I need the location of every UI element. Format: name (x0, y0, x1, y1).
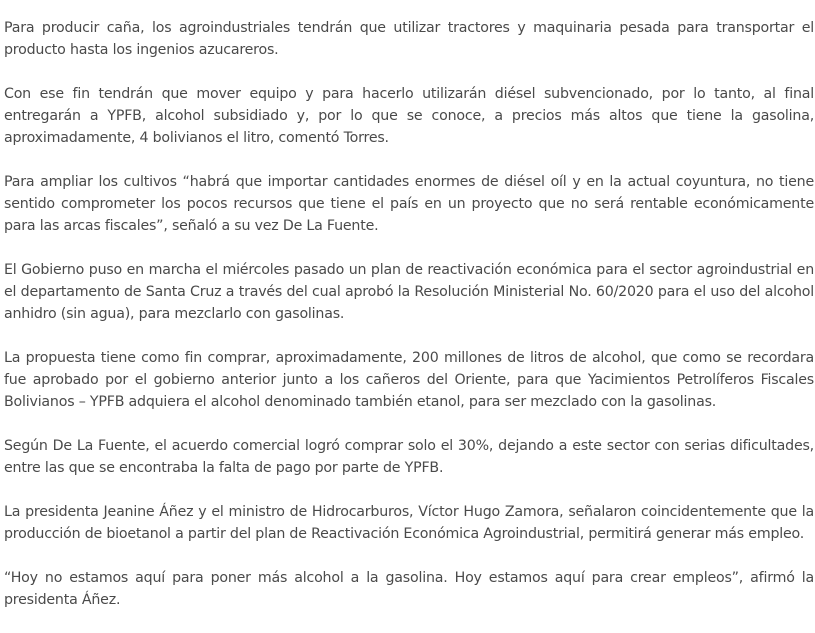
paragraph-8: “Hoy no estamos aquí para poner más alcohol a la gasolina. Hoy estamos aquí para crear empleos”, afirmó la presidenta Áñez. (4, 570, 814, 608)
paragraph-6: Según De La Fuente, el acuerdo comercial logró comprar solo el 30%, dejando a este sector con serias dificultades, entre las que se encontraba la falta de pago por parte de YPFB. (4, 438, 814, 476)
paragraph-3: Para ampliar los cultivos “habrá que importar cantidades enormes de diésel oíl y en la actual coyuntura, no tiene sentido comprometer los pocos recursos que tiene el país en un proyecto que no será rentable económicamente para las arcas fiscales”, señaló a su vez De La Fuente. (4, 174, 814, 234)
paragraph-7: La presidenta Jeanine Áñez y el ministro de Hidrocarburos, Víctor Hugo Zamora, señalaron coincidentemente que la producción de bioetanol a partir del plan de Reactivación Económica Agroindustrial, permitirá generar más empleo. (4, 504, 814, 542)
paragraph-4: El Gobierno puso en marcha el miércoles pasado un plan de reactivación económica para el sector agroindustrial en el departamento de Santa Cruz a través del cual aprobó la Resolución Ministerial No. 60/2020 para el uso del alcohol anhidro (sin agua), para mezclarlo con gasolinas. (4, 262, 814, 322)
paragraph-1: Para producir caña, los agroindustriales tendrán que utilizar tractores y maquinaria pesada para transportar el producto hasta los ingenios azucareros. (4, 20, 814, 58)
paragraph-2: Con ese fin tendrán que mover equipo y para hacerlo utilizarán diésel subvencionado, por lo tanto, al final entregarán a YPFB, alcohol subsidiado y, por lo que se conoce, a precios más altos que tiene la gasolina, aproximadamente, 4 bolivianos el litro, comentó Torres. (4, 86, 814, 146)
paragraph-5: La propuesta tiene como fin comprar, aproximadamente, 200 millones de litros de alcohol, que como se recordara fue aprobado por el gobierno anterior junto a los cañeros del Oriente, para que Yacimientos Petrolíferos Fiscales Bolivianos – YPFB adquiera el alcohol denominado también etanol, para ser mezclado con la gasolinas. (4, 350, 814, 410)
article-body (4, 0, 814, 633)
